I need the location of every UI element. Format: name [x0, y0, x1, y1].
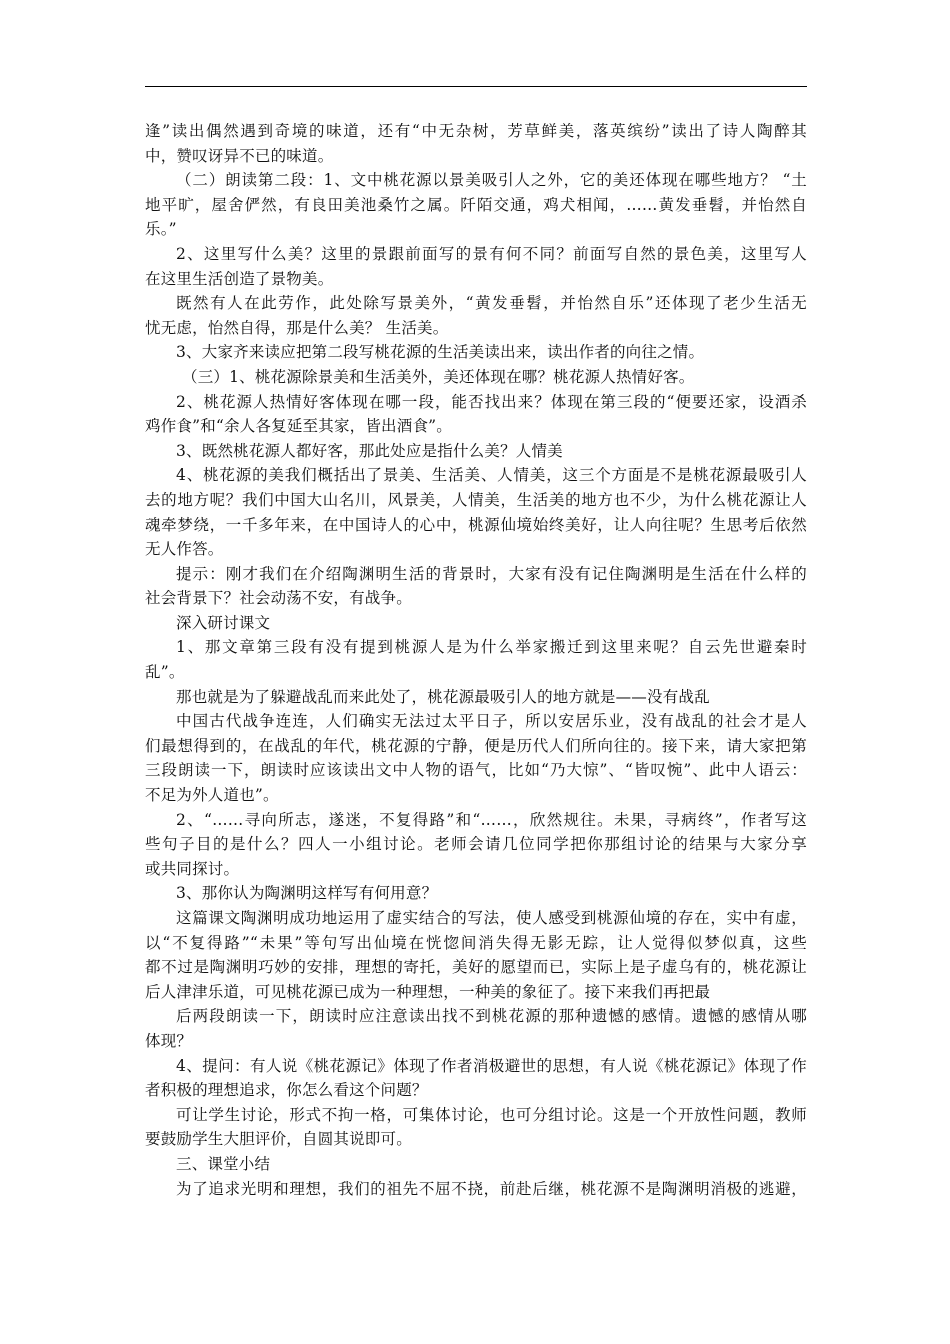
text-line: 3、大家齐来读应把第二段写桃花源的生活美读出来，读出作者的向往之情。 — [176, 343, 705, 362]
text-line: 社会背景下？社会动荡不安，有战争。 — [145, 589, 412, 608]
text-line: 中，赞叹讶异不已的味道。 — [145, 146, 334, 165]
text-line: 体现？ — [145, 1031, 193, 1050]
text-line: 2、这里写什么美？这里的景跟前面写的景有何不同？前面写自然的景色美，这里写人 — [176, 244, 807, 263]
text-line: 去的地方呢？我们中国大山名川，风景美，人情美，生活美的地方也不少，为什么桃花源让人 — [145, 490, 807, 509]
header-rule — [145, 86, 807, 87]
text-line: （二）朗读第二段：1、文中桃花源以景美吸引人之外，它的美还体现在哪些地方？ “土 — [176, 171, 807, 190]
text-line: 魂牵梦绕，一千多年来，在中国诗人的心中，桃源仙境始终美好，让人向往呢？生思考后依然 — [145, 515, 807, 534]
text-line: 4、提问：有人说《桃花源记》体现了作者消极避世的思想，有人说《桃花源记》体现了作 — [176, 1056, 807, 1075]
text-line: 3、既然桃花源人都好客，那此处应是指什么美？人情美 — [176, 441, 563, 460]
text-line: 们最想得到的，在战乱的年代，桃花源的宁静，便是历代人们所向往的。接下来，请大家把第 — [145, 736, 807, 755]
text-line: 无人作答。 — [145, 540, 224, 559]
text-line: 提示：刚才我们在介绍陶渊明生活的背景时，大家有没有记住陶渊明是生活在什么样的 — [176, 564, 807, 583]
text-line: 那也就是为了躲避战乱而来此处了，桃花源最吸引人的地方就是——没有战乱 — [176, 687, 710, 706]
text-line: 4、桃花源的美我们概括出了景美、生活美、人情美，这三个方面是不是桃花源最吸引人 — [176, 466, 807, 485]
text-line: 三、课堂小结 — [176, 1154, 271, 1173]
text-line: 些句子目的是什么？四人一小组讨论。老师会请几位同学把你那组讨论的结果与大家分享 — [145, 835, 807, 854]
text-line: 为了追求光明和理想，我们的祖先不屈不挠，前赴后继，桃花源不是陶渊明消极的逃避， — [176, 1179, 807, 1198]
text-line: 后人津津乐道，可见桃花源已成为一种理想，一种美的象征了。接下来我们再把最 — [145, 982, 711, 1001]
text-line: （三）1、桃花源除景美和生活美外，美还体现在哪？桃花源人热情好客。 — [182, 367, 695, 386]
document-body — [145, 119, 807, 1201]
text-line: 以“不复得路”“未果”等句写出仙境在恍惚间消失得无影无踪，让人觉得似梦似真，这些 — [145, 933, 807, 952]
text-line: 乐。” — [145, 220, 177, 239]
text-line: 在这里生活创造了景物美。 — [145, 269, 334, 288]
text-line: 深入研讨课文 — [176, 613, 271, 632]
text-line: 都不过是陶渊明巧妙的安排，理想的寄托，美好的愿望而已，实际上是子虚乌有的，桃花源让 — [145, 958, 807, 977]
text-line: 三段朗读一下，朗读时应该读出文中人物的语气，比如“乃大惊”、“皆叹惋”、此中人语云： — [145, 761, 807, 780]
text-line: 可让学生讨论，形式不拘一格，可集体讨论，也可分组讨论。这是一个开放性问题，教师 — [176, 1105, 807, 1124]
text-line: 乱”。 — [145, 663, 185, 682]
text-line: 3、那你认为陶渊明这样写有何用意？ — [176, 884, 438, 903]
text-line: 或共同探讨。 — [145, 859, 240, 878]
text-line: 鸡作食”和“余人各复延至其家，皆出酒食”。 — [145, 417, 452, 436]
text-line: 后两段朗读一下，朗读时应注意读出找不到桃花源的那种遗憾的感情。遗憾的感情从哪 — [176, 1007, 807, 1026]
text-line: 1、那文章第三段有没有提到桃源人是为什么举家搬迁到这里来呢？自云先世避秦时 — [176, 638, 807, 657]
text-line: 不足为外人道也”。 — [145, 786, 279, 805]
text-line: 这篇课文陶渊明成功地运用了虚实结合的写法，使人感受到桃源仙境的存在，实中有虚， — [176, 909, 807, 927]
text-line: 中国古代战争连连，人们确实无法过太平日子，所以安居乐业，没有战乱的社会才是人 — [176, 712, 807, 731]
text-line: 既然有人在此劳作，此处除写景美外，“黄发垂髫，并怡然自乐”还体现了老少生活无 — [176, 294, 807, 313]
text-line: 要鼓励学生大胆评价，自圆其说即可。 — [145, 1130, 412, 1149]
text-line: 2、桃花源人热情好客体现在哪一段，能否找出来？体现在第三段的“便要还家，设酒杀 — [176, 392, 807, 411]
text-line: 地平旷，屋舍俨然，有良田美池桑竹之属。阡陌交通，鸡犬相闻，……黄发垂髫，并怡然自 — [145, 195, 807, 214]
text-line: 者积极的理想追求，你怎么看这个问题？ — [145, 1081, 428, 1100]
text-line: 2、“……寻向所志，遂迷，不复得路”和“……，欣然规往。未果，寻病终”，作者写这 — [176, 810, 807, 829]
text-line: 逢”读出偶然遇到奇境的味道，还有“中无杂树，芳草鲜美，落英缤纷”读出了诗人陶醉其 — [145, 122, 807, 140]
text-line: 忧无虑，怡然自得，那是什么美？ 生活美。 — [145, 318, 449, 337]
